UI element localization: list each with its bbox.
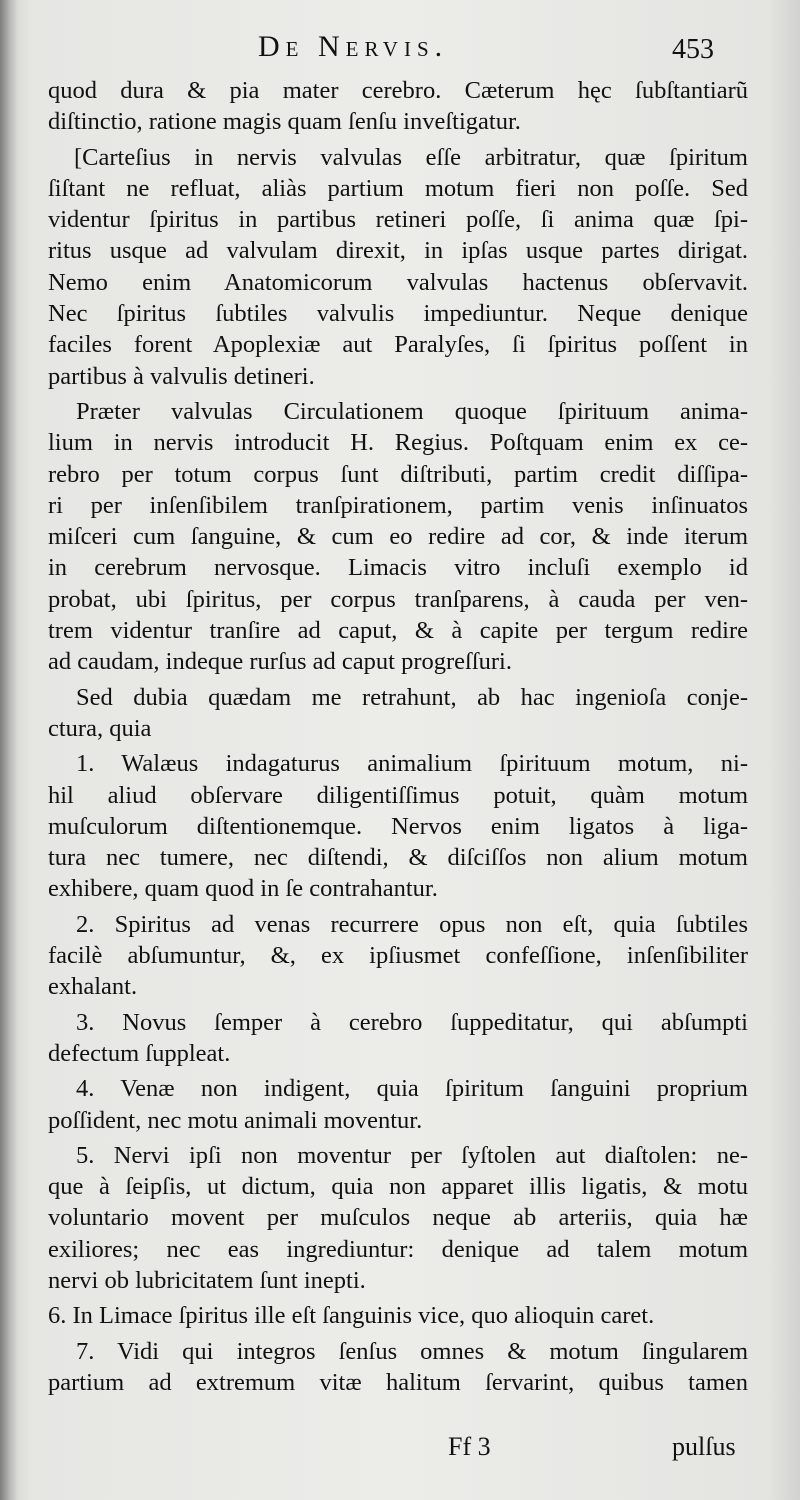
text-line: [Carteſius in nervis valvulas eſſe arbitratur, quæ ſpiritum [74,143,748,171]
page-header [0,30,800,70]
text-line: videntur ſpiritus in partibus retineri poſſe, ſi anima quæ ſpi- [48,206,748,234]
body-text [48,75,748,1398]
text-line: exiliores; nec eas ingrediuntur: denique ad talem motum [48,1235,748,1263]
text-line: que à ſeipſis, ut dictum, quia non apparet illis ligatis, & motu [48,1173,748,1201]
text-line: trem videntur tranſire ad caput, & à capite per tergum redire [48,617,748,645]
text-line: lium in nervis introducit H. Regius. Poſtquam enim ex ce- [48,429,748,457]
text-line: ritus usque ad valvulam direxit, in ipſas usque partes dirigat. [48,237,748,265]
running-title: De Nervis. [258,30,449,63]
list-item [48,1336,748,1399]
text-line: defectum ſuppleat. [48,1039,231,1067]
list-item [48,1140,748,1296]
text-line: ſiſtant ne refluat, aliàs partium motum fieri non poſſe. Sed [48,174,748,202]
text-line: ri per inſenſibilem tranſpirationem, partim venis inſinuatos [48,491,748,519]
text-line: exhalant. [48,973,138,1001]
text-line: rebro per totum corpus ſunt diſtributi, partim credit diſſipa- [48,460,748,488]
text-line: 5. Nervi ipſi non moventur per ſyſtolen aut diaſtolen: ne- [76,1141,748,1169]
signature-mark: Ff 3 [448,1432,491,1461]
text-line: faciles forent Apoplexiæ aut Paralyſes, ſi ſpiritus poſſent in [48,331,748,359]
text-line: Nemo enim Anatomicorum valvulas hactenus obſervavit. [48,268,748,296]
text-line: in cerebrum nervosque. Limacis vitro incluſi exemplo id [48,554,748,582]
list-item [48,1300,748,1331]
list-item [48,748,748,904]
catchword: pulſus [672,1432,736,1461]
text-line: tura nec tumere, nec diſtendi, & diſciſſos non alium motum [48,844,748,872]
page-number: 453 [672,34,714,65]
page-footer [0,1432,800,1472]
text-line: diſtinctio, ratione magis quam ſenſu inveſtigatur. [48,108,521,136]
text-line: ad caudam, indeque rurſus ad caput progreſſuri. [48,648,512,676]
text-line: poſſident, nec motu animali moventur. [48,1106,423,1134]
gutter-shadow [0,0,18,1500]
paragraph [48,75,748,138]
text-line: quod dura & pia mater cerebro. Cæterum hęc ſubſtantiarũ [48,77,748,104]
text-line: 1. Walæus indagaturus animalium ſpirituum motum, ni- [76,750,748,778]
paragraph [48,396,748,678]
list-item [48,1007,748,1070]
text-line: nervi ob lubricitatem ſunt inepti. [48,1266,366,1294]
text-line: Nec ſpiritus ſubtiles valvulis impediuntur. Neque denique [48,300,748,328]
text-line: probat, ubi ſpiritus, per corpus tranſparens, à cauda per ven- [48,585,748,613]
list-item [48,909,748,1003]
text-line: exhibere, quam quod in ſe contrahantur. [48,875,438,903]
text-line: partibus à valvulis detineri. [48,362,315,390]
text-line: miſceri cum ſanguine, & cum eo redire ad cor, & inde iterum [48,523,748,551]
text-line: hil aliud obſervare diligentiſſimus potuit, quàm motum [48,781,748,809]
text-line: voluntario movent per muſculos neque ab arteriis, quia hæ [48,1204,748,1232]
text-line: 3. Novus ſemper à cerebro ſuppeditatur, qui abſumpti [76,1008,748,1036]
paragraph [48,682,748,745]
text-line: 2. Spiritus ad venas recurrere opus non eſt, quia ſubtiles [76,910,748,938]
text-line: partium ad extremum vitæ halitum ſervarint, quibus tamen [48,1368,748,1396]
text-line: ctura, quia [48,714,152,742]
text-line: 6. In Limace ſpiritus ille eſt ſanguinis vice, quo alioquin caret. [48,1302,655,1330]
text-line: Præter valvulas Circulationem quoque ſpirituum anima- [76,397,748,425]
paragraph [48,142,748,392]
text-line: 7. Vidi qui integros ſenſus omnes & motum ſingularem [76,1337,748,1365]
text-line: facilè abſumuntur, &, ex ipſiusmet confeſſione, inſenſibiliter [48,942,748,970]
text-line: muſculorum diſtentionemque. Nervos enim ligatos à liga- [48,812,748,840]
text-line: 4. Venæ non indigent, quia ſpiritum ſanguini proprium [76,1075,748,1103]
text-line: Sed dubia quædam me retrahunt, ab hac ingenioſa conje- [76,683,748,711]
list-item [48,1073,748,1136]
